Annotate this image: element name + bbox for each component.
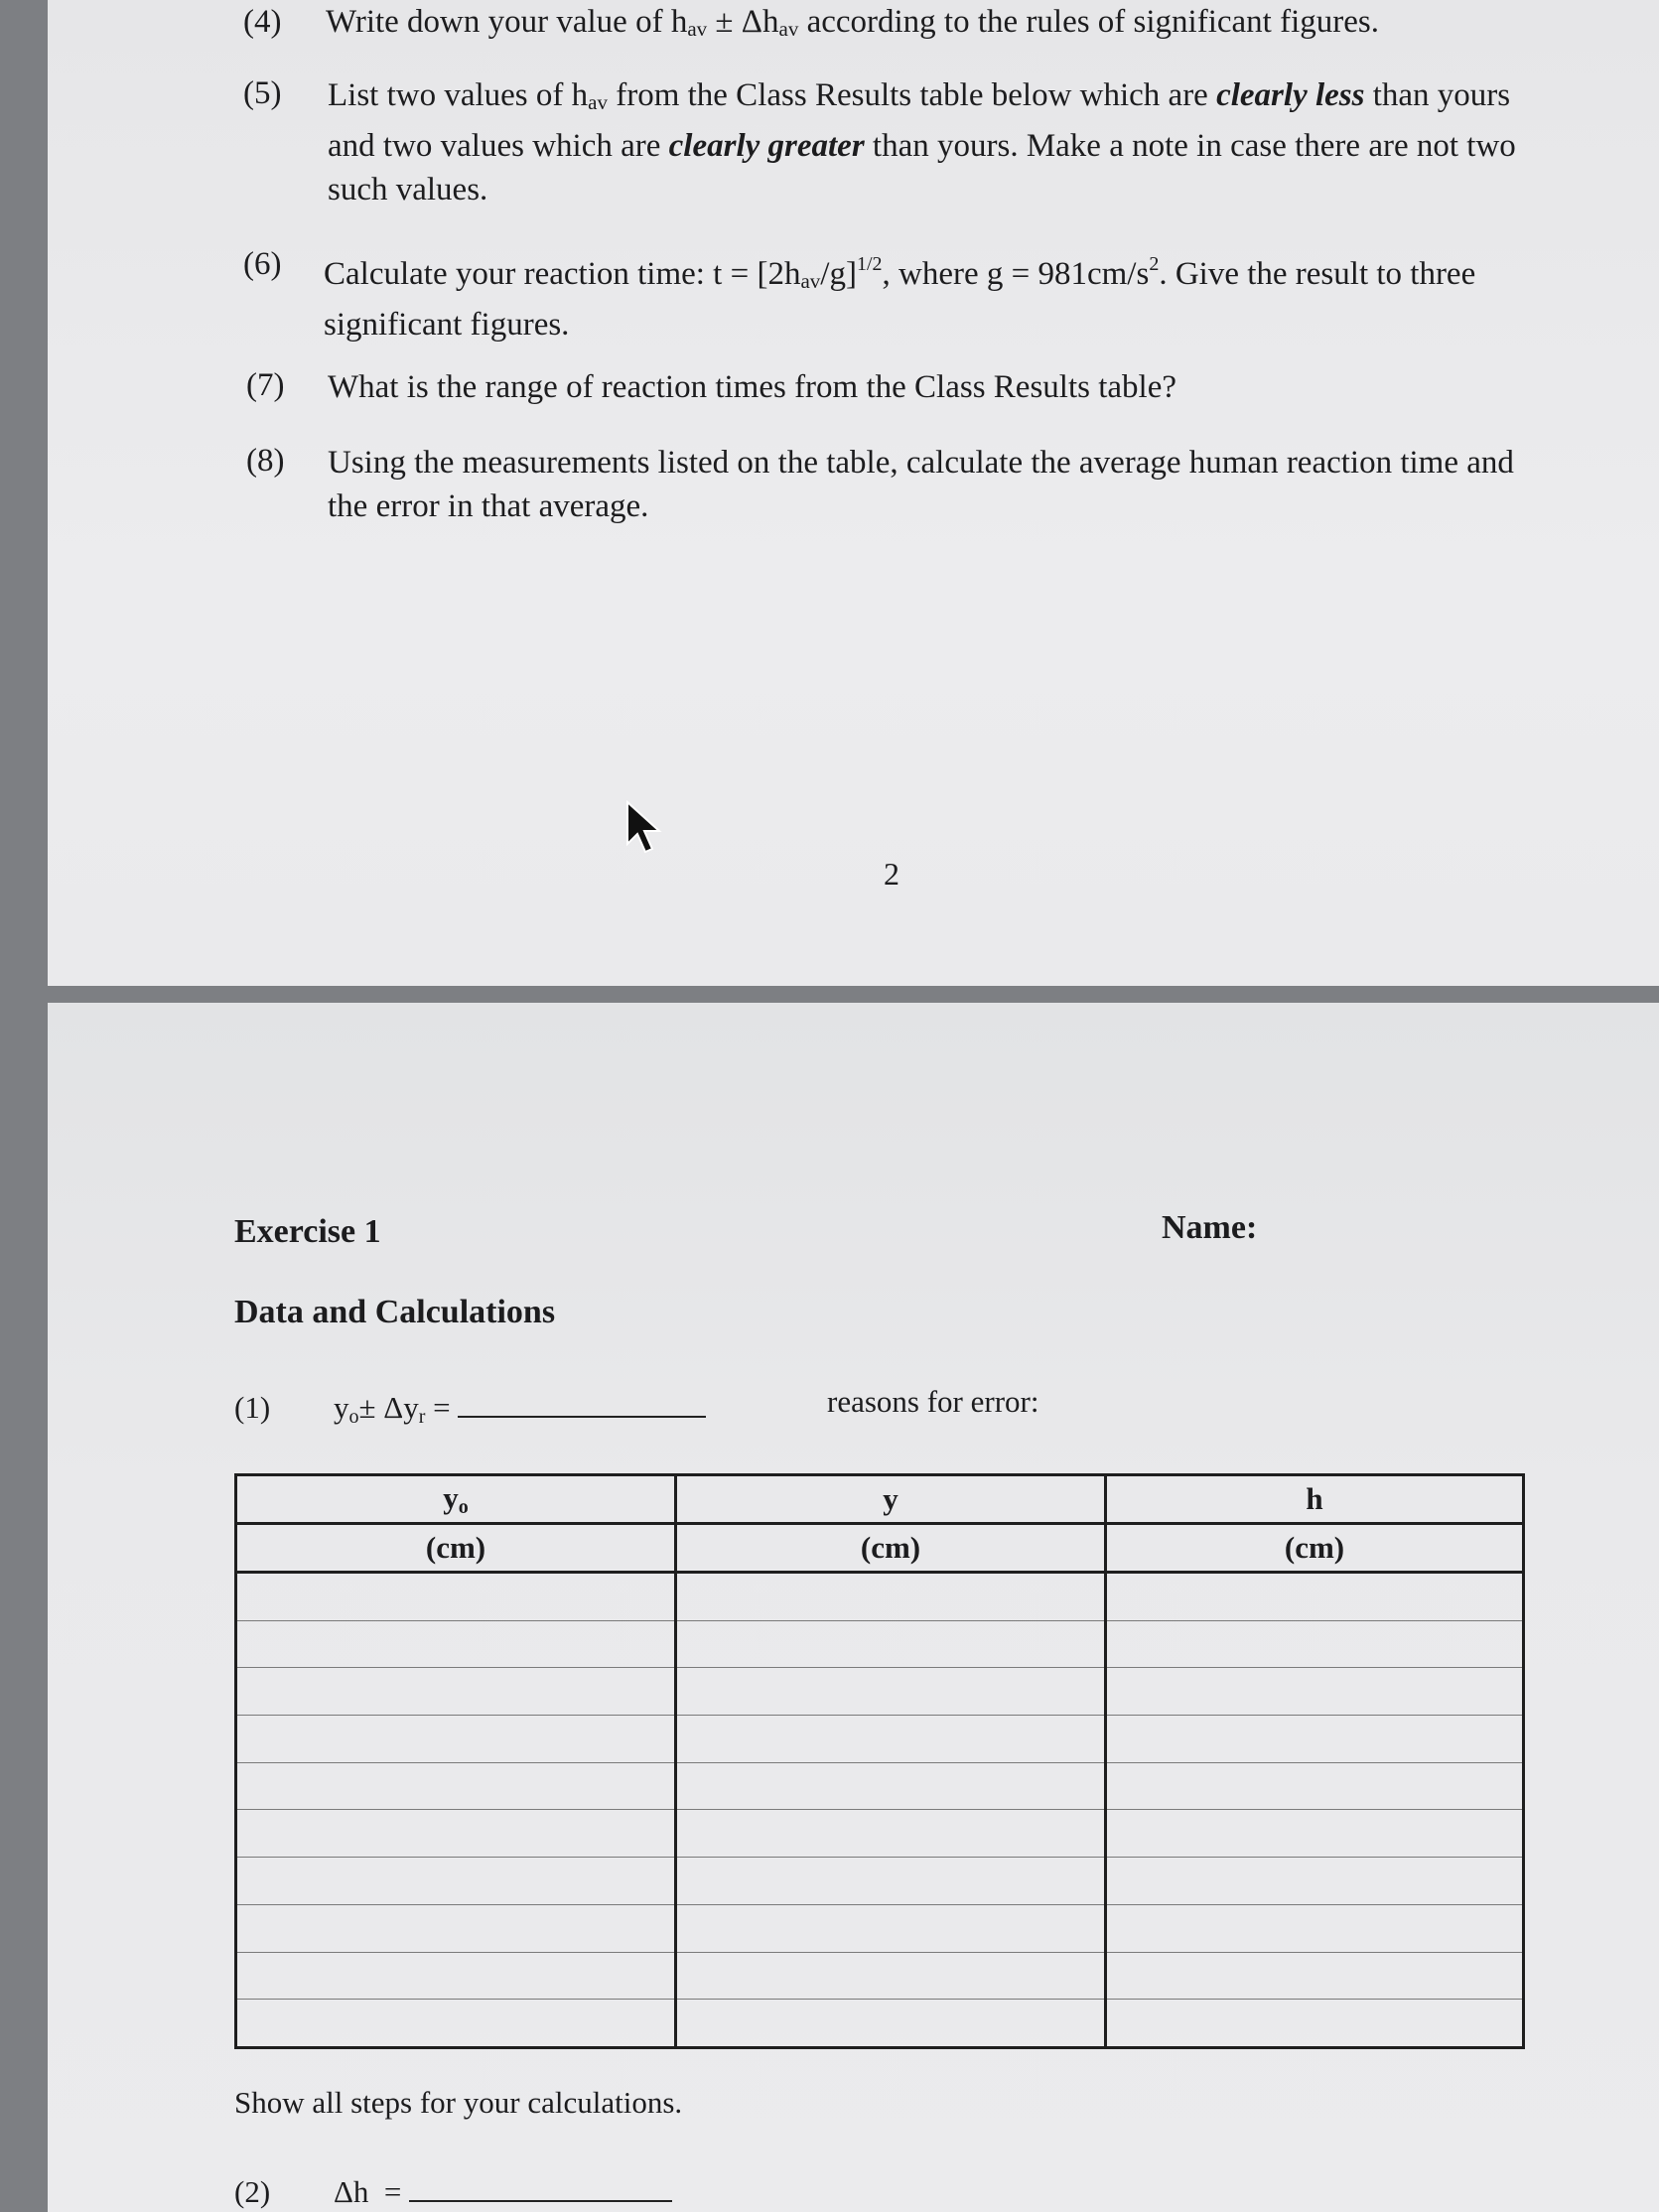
q5-number: (5) [243,75,282,111]
table-row [236,2000,1524,2048]
item1-number: (1) [234,1390,271,1425]
reasons-label: reasons for error: [827,1384,1039,1419]
table-row [236,1762,1524,1810]
header-h: h [1106,1475,1524,1524]
table-cell[interactable] [676,1573,1106,1621]
table-cell[interactable] [676,1858,1106,1905]
exercise-title: Exercise 1 [234,1213,381,1250]
table-cell[interactable] [236,1573,676,1621]
table-row [236,1668,1524,1716]
name-label: Name: [1162,1209,1258,1246]
table-cell[interactable] [236,1716,676,1763]
header-yo-unit: (cm) [236,1524,676,1573]
table-cell[interactable] [1106,1762,1524,1810]
mouse-pointer-icon [622,800,671,860]
item1-expression: yo± Δyr = [334,1390,706,1429]
table-cell[interactable] [676,1620,1106,1668]
item2-answer-blank[interactable] [409,2200,672,2202]
table-cell[interactable] [236,1904,676,1952]
table-cell[interactable] [236,1620,676,1668]
table-cell[interactable] [676,1904,1106,1952]
table-cell[interactable] [236,2000,676,2048]
table-cell[interactable] [1106,1620,1524,1668]
data-table [234,1473,1525,2049]
table-cell[interactable] [236,1668,676,1716]
item1-answer-blank[interactable] [458,1416,706,1418]
table-cell[interactable] [1106,2000,1524,2048]
section-title: Data and Calculations [234,1294,556,1330]
table-cell[interactable] [1106,1716,1524,1763]
header-y-unit: (cm) [676,1524,1106,1573]
table-row [236,1810,1524,1858]
q4-number: (4) [243,4,282,40]
table-cell[interactable] [1106,1952,1524,2000]
table-row [236,1858,1524,1905]
table-cell[interactable] [236,1810,676,1858]
table-cell[interactable] [676,1668,1106,1716]
page-number: 2 [884,856,899,892]
table-row [236,1952,1524,2000]
show-steps-note: Show all steps for your calculations. [234,2085,683,2120]
header-yo: yo [236,1475,676,1524]
q7-text: What is the range of reaction times from the Class Results table? [328,369,1177,405]
table-row [236,1573,1524,1621]
table-row [236,1716,1524,1763]
table-cell[interactable] [676,1810,1106,1858]
header-y: y [676,1475,1106,1524]
table-body [236,1573,1524,2048]
table-cell[interactable] [676,2000,1106,2048]
table-row [236,1620,1524,1668]
table-cell[interactable] [236,1858,676,1905]
table-cell[interactable] [1106,1858,1524,1905]
worksheet-page-bottom [48,1003,1659,2212]
table-cell[interactable] [1106,1668,1524,1716]
table-cell[interactable] [676,1716,1106,1763]
item2-number: (2) [234,2174,271,2209]
table-cell[interactable] [676,1952,1106,2000]
table-cell[interactable] [1106,1573,1524,1621]
table-cell[interactable] [236,1762,676,1810]
q8-number: (8) [246,443,285,479]
q6-number: (6) [243,246,282,282]
table-cell[interactable] [236,1952,676,2000]
q5-text: List two values of hav from the Class Results table below which are clearly less than yours and two values which are clearly greater than yours. Make a note in case there are not two such values. [328,77,1516,207]
table-cell[interactable] [676,1762,1106,1810]
q4-text: Write down your value of hav ± Δhav according to the rules of significant figures. [326,4,1379,41]
q7-number: (7) [246,367,285,403]
table-cell[interactable] [1106,1904,1524,1952]
header-h-unit: (cm) [1106,1524,1524,1573]
item2-expression: Δh = [334,2174,672,2210]
worksheet-page-top [48,0,1659,986]
table-row [236,1904,1524,1952]
q6-text: Calculate your reaction time: $t = [2hav/g]^{1/2}$, where $g = 981cm/s^2$. Give the result to three significant figures. [324,253,1476,343]
table-cell[interactable] [1106,1810,1524,1858]
q8-text: Using the measurements listed on the table, calculate the average human reaction time and the error in that average. [328,445,1514,524]
